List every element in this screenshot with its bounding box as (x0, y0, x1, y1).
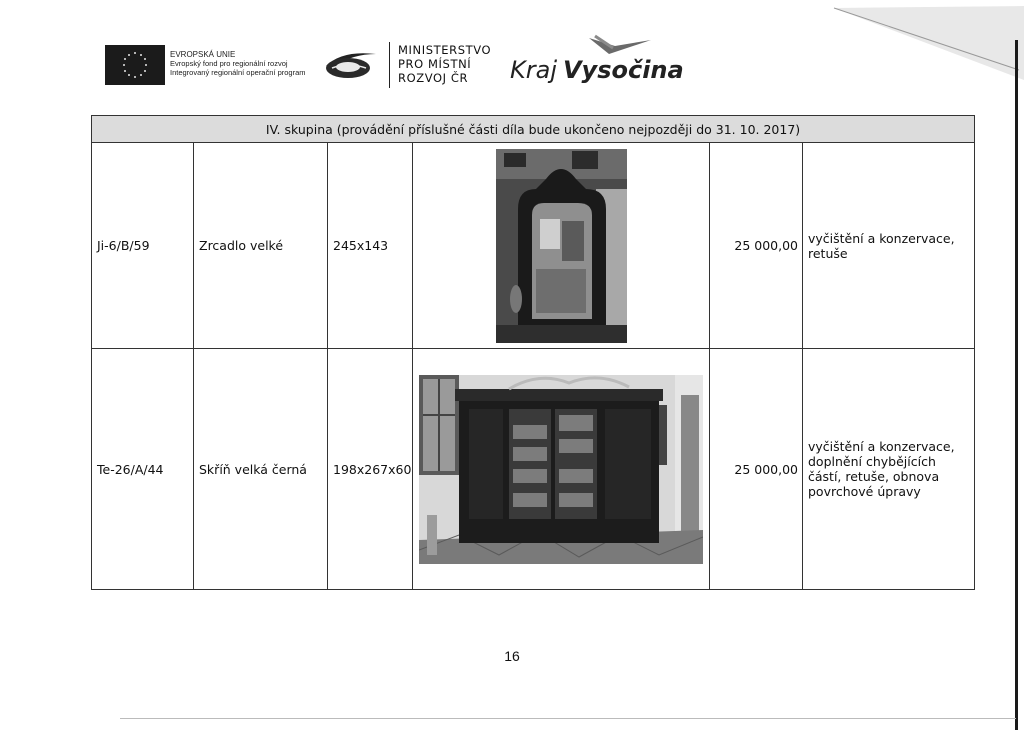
group-heading: IV. skupina (provádění příslušné části díla bude ukončeno nejpozději do 31. 10. 2017) (92, 116, 975, 143)
item-work: vyčištění a konzervace, doplnění chybějících částí, retuše, obnova povrchové úpravy (803, 349, 975, 590)
eu-caption (170, 50, 306, 77)
scan-edge-line (1015, 40, 1018, 730)
ministry-line2: PRO MÍSTNÍ (398, 57, 472, 71)
item-price: 25 000,00 (710, 349, 803, 590)
ministry-name (398, 43, 491, 85)
item-id: Te-26/A/44 (92, 349, 194, 590)
scan-bottom-line (120, 718, 1016, 719)
page-number: 16 (504, 648, 520, 664)
item-name: Zrcadlo velké (194, 143, 328, 349)
eu-title: EVROPSKÁ UNIE (170, 50, 236, 59)
region-swoosh-icon (585, 32, 655, 56)
item-price: 25 000,00 (710, 143, 803, 349)
cabinet-photo (419, 375, 703, 564)
table-row (92, 349, 975, 590)
restoration-table (91, 115, 975, 590)
item-name: Skříň velká černá (194, 349, 328, 590)
group-heading-row (92, 116, 975, 143)
region-word-kraj: Kraj (510, 56, 557, 84)
ministry-line1: MINISTERSTVO (398, 43, 492, 57)
item-dimensions: 245x143 (328, 143, 413, 349)
table-row (92, 143, 975, 349)
region-word-vysocina: Vysočina (562, 56, 684, 84)
item-id: Ji-6/B/59 (92, 143, 194, 349)
item-photo-cell (413, 143, 710, 349)
page-header (0, 0, 1000, 110)
logo-divider (389, 42, 390, 88)
item-photo-cell (413, 349, 710, 590)
item-work: vyčištění a konzervace, retuše (803, 143, 975, 349)
region-logo (510, 56, 684, 84)
eu-flag-icon (105, 45, 165, 85)
mirror-photo (496, 149, 627, 343)
item-dimensions: 198x267x60 (328, 349, 413, 590)
eu-program: Integrovaný regionální operační program (170, 68, 306, 77)
ministry-line3: ROZVOJ ČR (398, 71, 469, 85)
eu-fund: Evropský fond pro regionální rozvoj (170, 59, 288, 68)
ministry-logo-icon (322, 48, 380, 80)
